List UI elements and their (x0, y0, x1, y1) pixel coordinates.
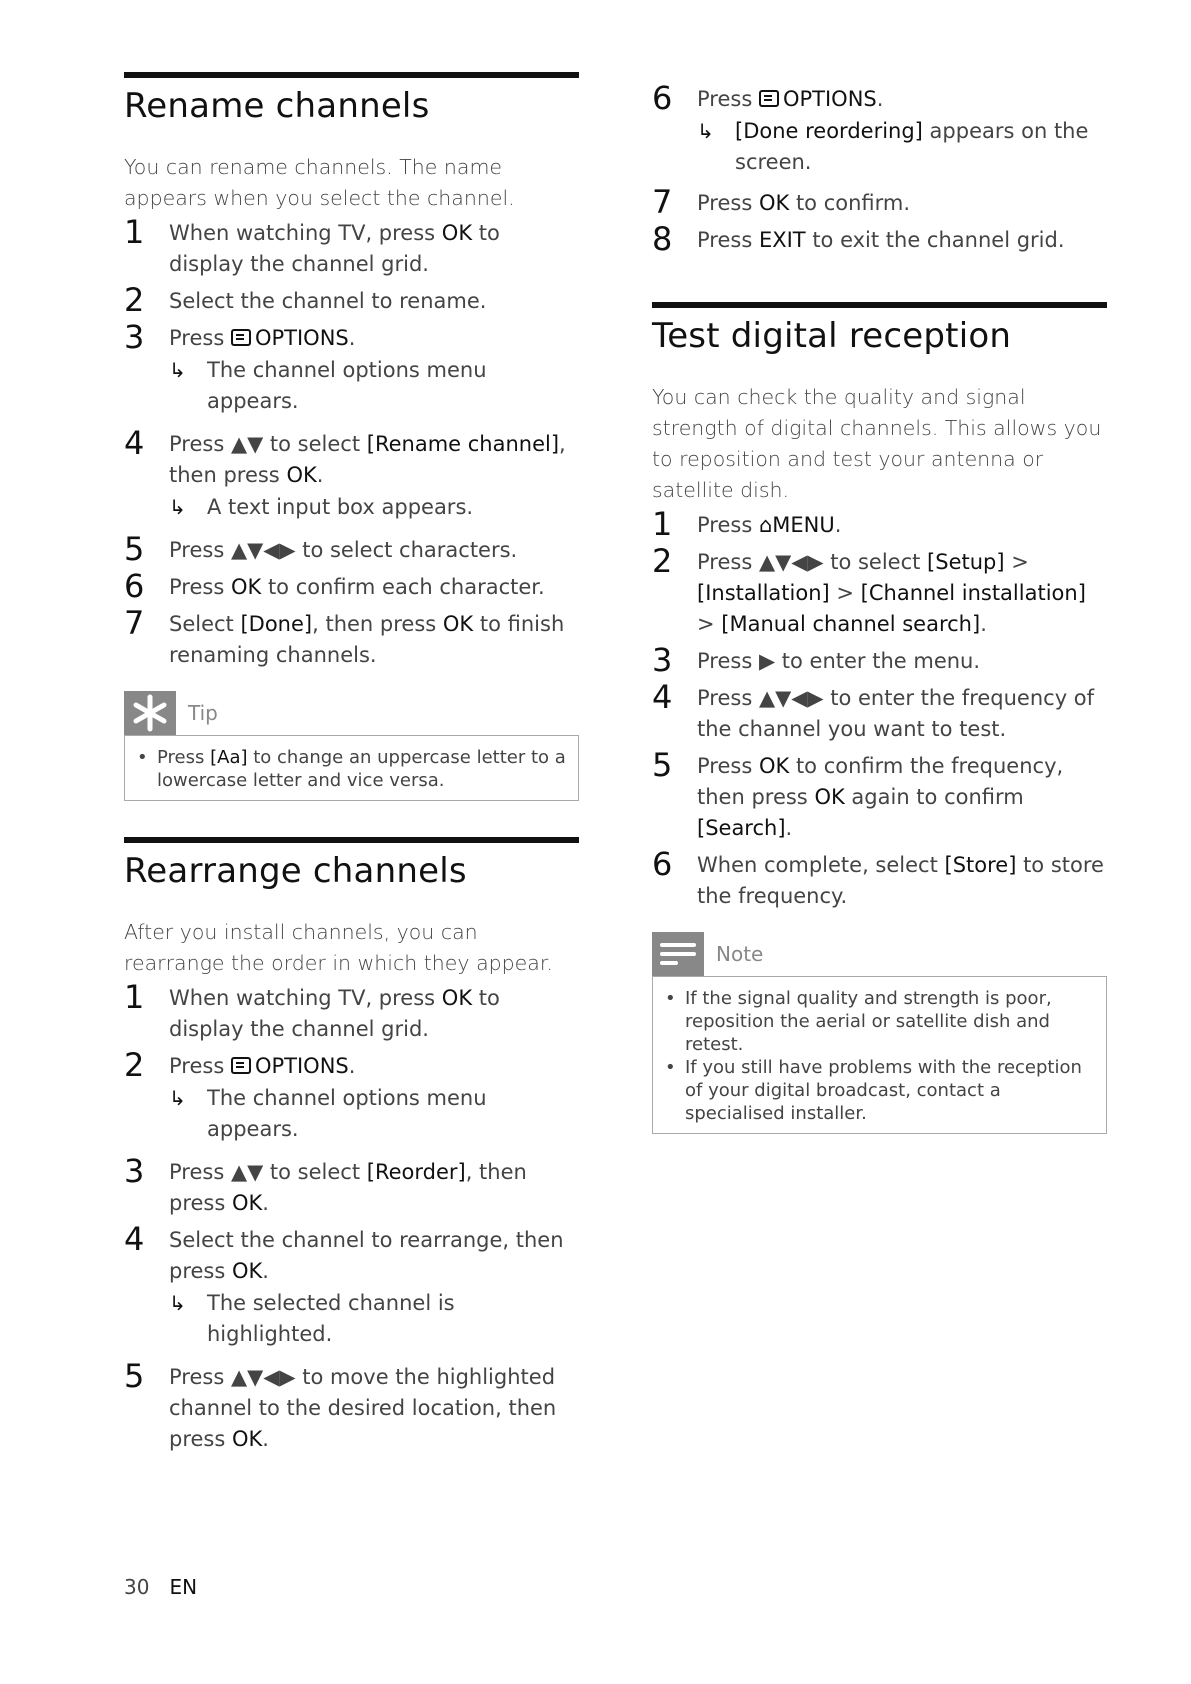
section-rule (124, 72, 579, 78)
rename-step-4-result: ↳ A text input box appears. (169, 492, 579, 523)
test-title: Test digital reception (652, 316, 1012, 356)
rearrange-step-7: 7 Press OK to confirm. (652, 183, 911, 221)
rename-step-5: 5 Press ▲▼◀▶ to select characters. (124, 530, 518, 568)
tip-label: Tip (188, 701, 218, 725)
rearrange-step-4-result: ↳ The selected channel is highlighted. (169, 1288, 579, 1350)
note-lines-icon (652, 932, 704, 976)
rename-step-3-result: ↳ The channel options menu appears. (169, 355, 579, 417)
rename-title: Rename channels (124, 86, 430, 126)
rearrange-step-6: 6 Press OPTIONS. ↳ [Done reordering] appears on the screen. (652, 84, 1107, 178)
page-footer (124, 1575, 197, 1599)
test-step-3: 3 Press ▶ to enter the menu. (652, 641, 981, 679)
section-rule (652, 302, 1107, 308)
test-step-5: 5 Press OK to confirm the frequency, then press OK again to confirm [Search]. (652, 746, 1064, 840)
home-icon: ⌂ (758, 513, 773, 537)
test-step-1: 1 Press ⌂MENU. (652, 505, 842, 543)
rearrange-step-6-result: ↳ [Done reordering] appears on the screen. (697, 116, 1107, 178)
language-code: EN (169, 1575, 198, 1599)
test-step-2: 2 Press ▲▼◀▶ to select [Setup] > [Installation] > [Channel installation] > [Manual channel search]. (652, 542, 1086, 636)
rearrange-step-1: 1 When watching TV, press OK to display the channel grid. (124, 978, 500, 1041)
section-rule (124, 837, 579, 843)
rename-step-6: 6 Press OK to confirm each character. (124, 567, 545, 605)
rearrange-title: Rearrange channels (124, 851, 467, 891)
note-bullet-1: • If the signal quality and strength is poor, reposition the aerial or satellite dish and retest. (665, 987, 1094, 1056)
note-bullet-2: • If you still have problems with the reception of your digital broadcast, contact a specialised installer. (665, 1056, 1094, 1125)
rearrange-step-8: 8 Press EXIT to exit the channel grid. (652, 220, 1065, 258)
rearrange-intro: After you install channels, you can rearrange the order in which they appear. (124, 920, 553, 975)
result-arrow-icon: ↳ (169, 358, 186, 382)
rename-step-2: 2 Select the channel to rename. (124, 281, 487, 319)
rearrange-step-3: 3 Press ▲▼ to select [Reorder], then press OK. (124, 1152, 527, 1215)
options-icon (231, 329, 251, 346)
tip-box (124, 691, 579, 801)
result-arrow-icon: ↳ (169, 1291, 186, 1315)
options-icon (759, 90, 779, 107)
test-step-6: 6 When complete, select [Store] to store the frequency. (652, 845, 1104, 908)
options-icon (231, 1057, 251, 1074)
tip-bullet: • Press [Aa] to change an uppercase letter to a lowercase letter and vice versa. (137, 746, 566, 792)
result-arrow-icon: ↳ (169, 495, 186, 519)
rename-step-1: 1 When watching TV, press OK to display the channel grid. (124, 213, 500, 276)
right-column (652, 79, 1107, 1134)
rearrange-step-2: 2 Press OPTIONS. ↳ The channel options menu appears. (124, 1051, 579, 1145)
left-column (124, 72, 579, 1461)
rename-step-4: 4 Press ▲▼ to select [Rename channel], then press OK. ↳ A text input box appears. (124, 429, 579, 523)
rearrange-step-4: 4 Select the channel to rearrange, then press OK. ↳ The selected channel is highlighted. (124, 1225, 579, 1350)
page-number: 30 (124, 1575, 150, 1599)
rearrange-step-2-result: ↳ The channel options menu appears. (169, 1083, 579, 1145)
rename-intro: You can rename channels. The name appears when you select the channel. (124, 155, 515, 210)
note-label: Note (716, 942, 764, 966)
rename-step-3: 3 Press OPTIONS. ↳ The channel options menu appears. (124, 323, 579, 417)
rename-step-7: 7 Select [Done], then press OK to finish renaming channels. (124, 604, 565, 667)
test-step-4: 4 Press ▲▼◀▶ to enter the frequency of the channel you want to test. (652, 678, 1095, 741)
tip-asterisk-icon (124, 691, 176, 735)
note-box (652, 932, 1107, 1134)
test-intro: You can check the quality and signal strength of digital channels. This allows you to reposition and test your antenna or satellite dish. (652, 385, 1102, 502)
result-arrow-icon: ↳ (697, 119, 714, 143)
rearrange-step-5: 5 Press ▲▼◀▶ to move the highlighted channel to the desired location, then press OK. (124, 1357, 557, 1451)
result-arrow-icon: ↳ (169, 1086, 186, 1110)
